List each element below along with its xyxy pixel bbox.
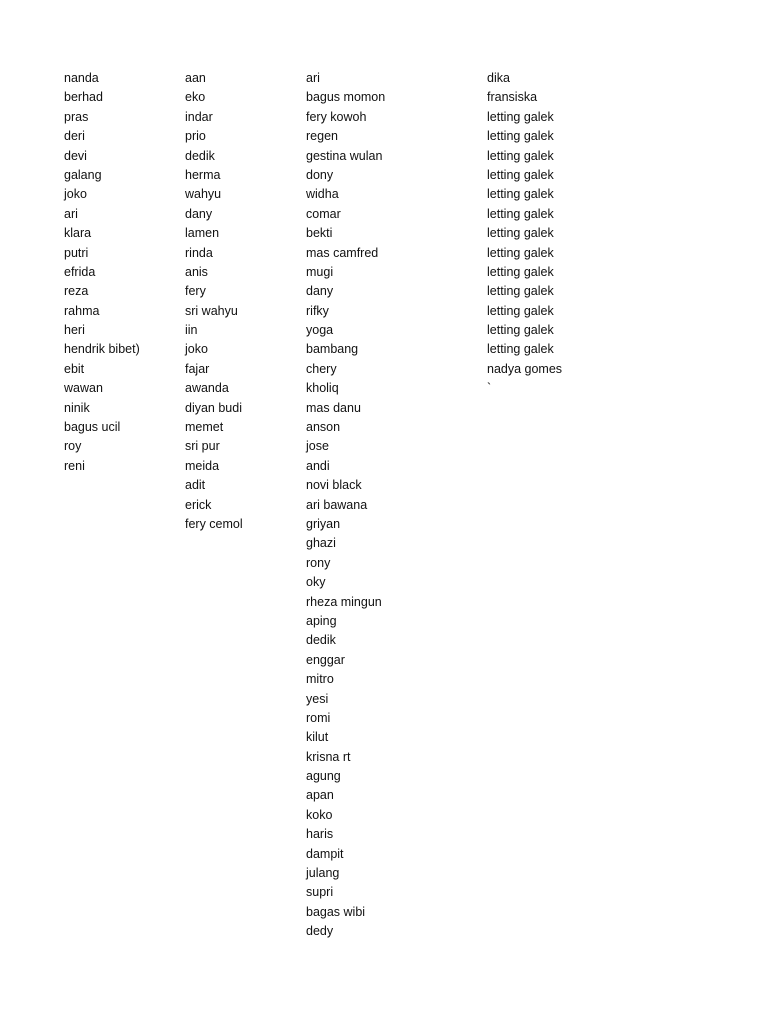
list-item: widha <box>306 187 339 202</box>
name-column-2 <box>185 69 243 534</box>
list-item: letting galek <box>487 187 554 202</box>
list-item: griyan <box>306 516 341 531</box>
list-item: letting galek <box>487 109 554 124</box>
list-item: kilut <box>306 730 329 745</box>
list-item: yesi <box>306 691 329 706</box>
list-item: galang <box>64 167 102 182</box>
list-item: reni <box>64 458 85 473</box>
list-item: nadya gomes <box>487 361 563 376</box>
list-item: rheza mingun <box>306 594 382 609</box>
list-item: letting galek <box>487 206 554 221</box>
list-item: apan <box>306 788 334 803</box>
list-item: sri pur <box>185 439 220 454</box>
list-item: letting galek <box>487 342 554 357</box>
list-item: fajar <box>185 361 210 376</box>
list-item: herma <box>185 167 221 182</box>
list-item: mas danu <box>306 400 361 415</box>
list-item: wahyu <box>185 187 222 202</box>
list-item: jose <box>306 439 329 454</box>
list-item: koko <box>306 807 333 822</box>
name-column-1 <box>64 69 140 476</box>
list-item: roy <box>64 439 82 454</box>
list-item: letting galek <box>487 245 554 260</box>
list-item: supri <box>306 885 334 900</box>
list-item: rony <box>306 555 331 570</box>
list-item: oky <box>306 575 326 590</box>
list-item: heri <box>64 323 85 338</box>
list-item: letting galek <box>487 148 554 163</box>
list-item: kholiq <box>306 381 339 396</box>
list-item: romi <box>306 710 331 725</box>
list-item: gestina wulan <box>306 148 383 163</box>
list-item: ninik <box>64 400 90 415</box>
list-item: bekti <box>306 226 333 241</box>
list-item: letting galek <box>487 129 554 144</box>
list-item: ari <box>64 206 78 221</box>
list-item: hendrik bibet) <box>64 342 140 357</box>
list-item: dedik <box>185 148 215 163</box>
list-item: mitro <box>306 672 334 687</box>
list-item: letting galek <box>487 284 554 299</box>
name-column-3 <box>306 69 385 942</box>
list-item: regen <box>306 129 338 144</box>
list-item: dika <box>487 71 510 85</box>
list-item: haris <box>306 827 334 842</box>
list-item: chery <box>306 361 337 376</box>
list-item: rahma <box>64 303 100 318</box>
list-item: bagus momon <box>306 90 386 105</box>
list-item: novi black <box>306 478 362 493</box>
list-item: reza <box>64 284 89 299</box>
list-item: rinda <box>185 245 213 260</box>
list-item: devi <box>64 148 87 163</box>
list-item: ` <box>487 381 492 396</box>
list-item: bambang <box>306 342 359 357</box>
list-item: letting galek <box>487 323 554 338</box>
list-item: joko <box>64 187 87 202</box>
list-item: adit <box>185 478 206 493</box>
list-item: ghazi <box>306 536 336 551</box>
list-item: fery <box>185 284 206 299</box>
list-item: rifky <box>306 303 329 318</box>
list-item: letting galek <box>487 167 554 182</box>
list-item: fery cemol <box>185 516 243 531</box>
list-item: deri <box>64 129 85 144</box>
list-item: letting galek <box>487 264 554 279</box>
list-item: andi <box>306 458 330 473</box>
list-item: wawan <box>64 381 103 396</box>
list-item: putri <box>64 245 89 260</box>
list-item: mugi <box>306 264 334 279</box>
list-item: ebit <box>64 361 85 376</box>
list-item: aping <box>306 613 337 628</box>
list-item: enggar <box>306 652 345 667</box>
list-item: berhad <box>64 90 103 105</box>
list-item: sri wahyu <box>185 303 238 318</box>
list-item: julang <box>306 866 340 881</box>
list-item: iin <box>185 323 198 338</box>
list-item: joko <box>185 342 208 357</box>
list-item: bagus ucil <box>64 420 121 435</box>
name-column-4 <box>487 69 562 399</box>
list-item: dampit <box>306 846 344 861</box>
list-item: letting galek <box>487 226 554 241</box>
list-item: diyan budi <box>185 400 242 415</box>
list-item: dany <box>306 284 334 299</box>
list-item: letting galek <box>487 303 554 318</box>
list-item: eko <box>185 90 206 105</box>
list-item: pras <box>64 109 89 124</box>
list-item: dony <box>306 167 334 182</box>
list-item: fransiska <box>487 90 538 105</box>
list-item: memet <box>185 420 224 435</box>
list-item: anis <box>185 264 208 279</box>
list-item: krisna rt <box>306 749 351 764</box>
list-item: klara <box>64 226 92 241</box>
list-item: dany <box>185 206 213 221</box>
list-item: efrida <box>64 264 96 279</box>
list-item: agung <box>306 769 341 784</box>
list-item: mas camfred <box>306 245 379 260</box>
list-item: fery kowoh <box>306 109 367 124</box>
list-item: prio <box>185 129 206 144</box>
list-item: nanda <box>64 71 99 85</box>
list-item: bagas wibi <box>306 904 366 919</box>
list-item: anson <box>306 420 341 435</box>
list-item: dedy <box>306 924 334 939</box>
list-item: ari <box>306 71 320 85</box>
list-item: meida <box>185 458 220 473</box>
list-item: ari bawana <box>306 497 368 512</box>
list-item: lamen <box>185 226 220 241</box>
list-item: awanda <box>185 381 229 396</box>
list-item: indar <box>185 109 213 124</box>
list-item: comar <box>306 206 341 221</box>
list-item: yoga <box>306 323 334 338</box>
list-item: dedik <box>306 633 336 648</box>
list-item: erick <box>185 497 212 512</box>
list-item: aan <box>185 71 206 85</box>
